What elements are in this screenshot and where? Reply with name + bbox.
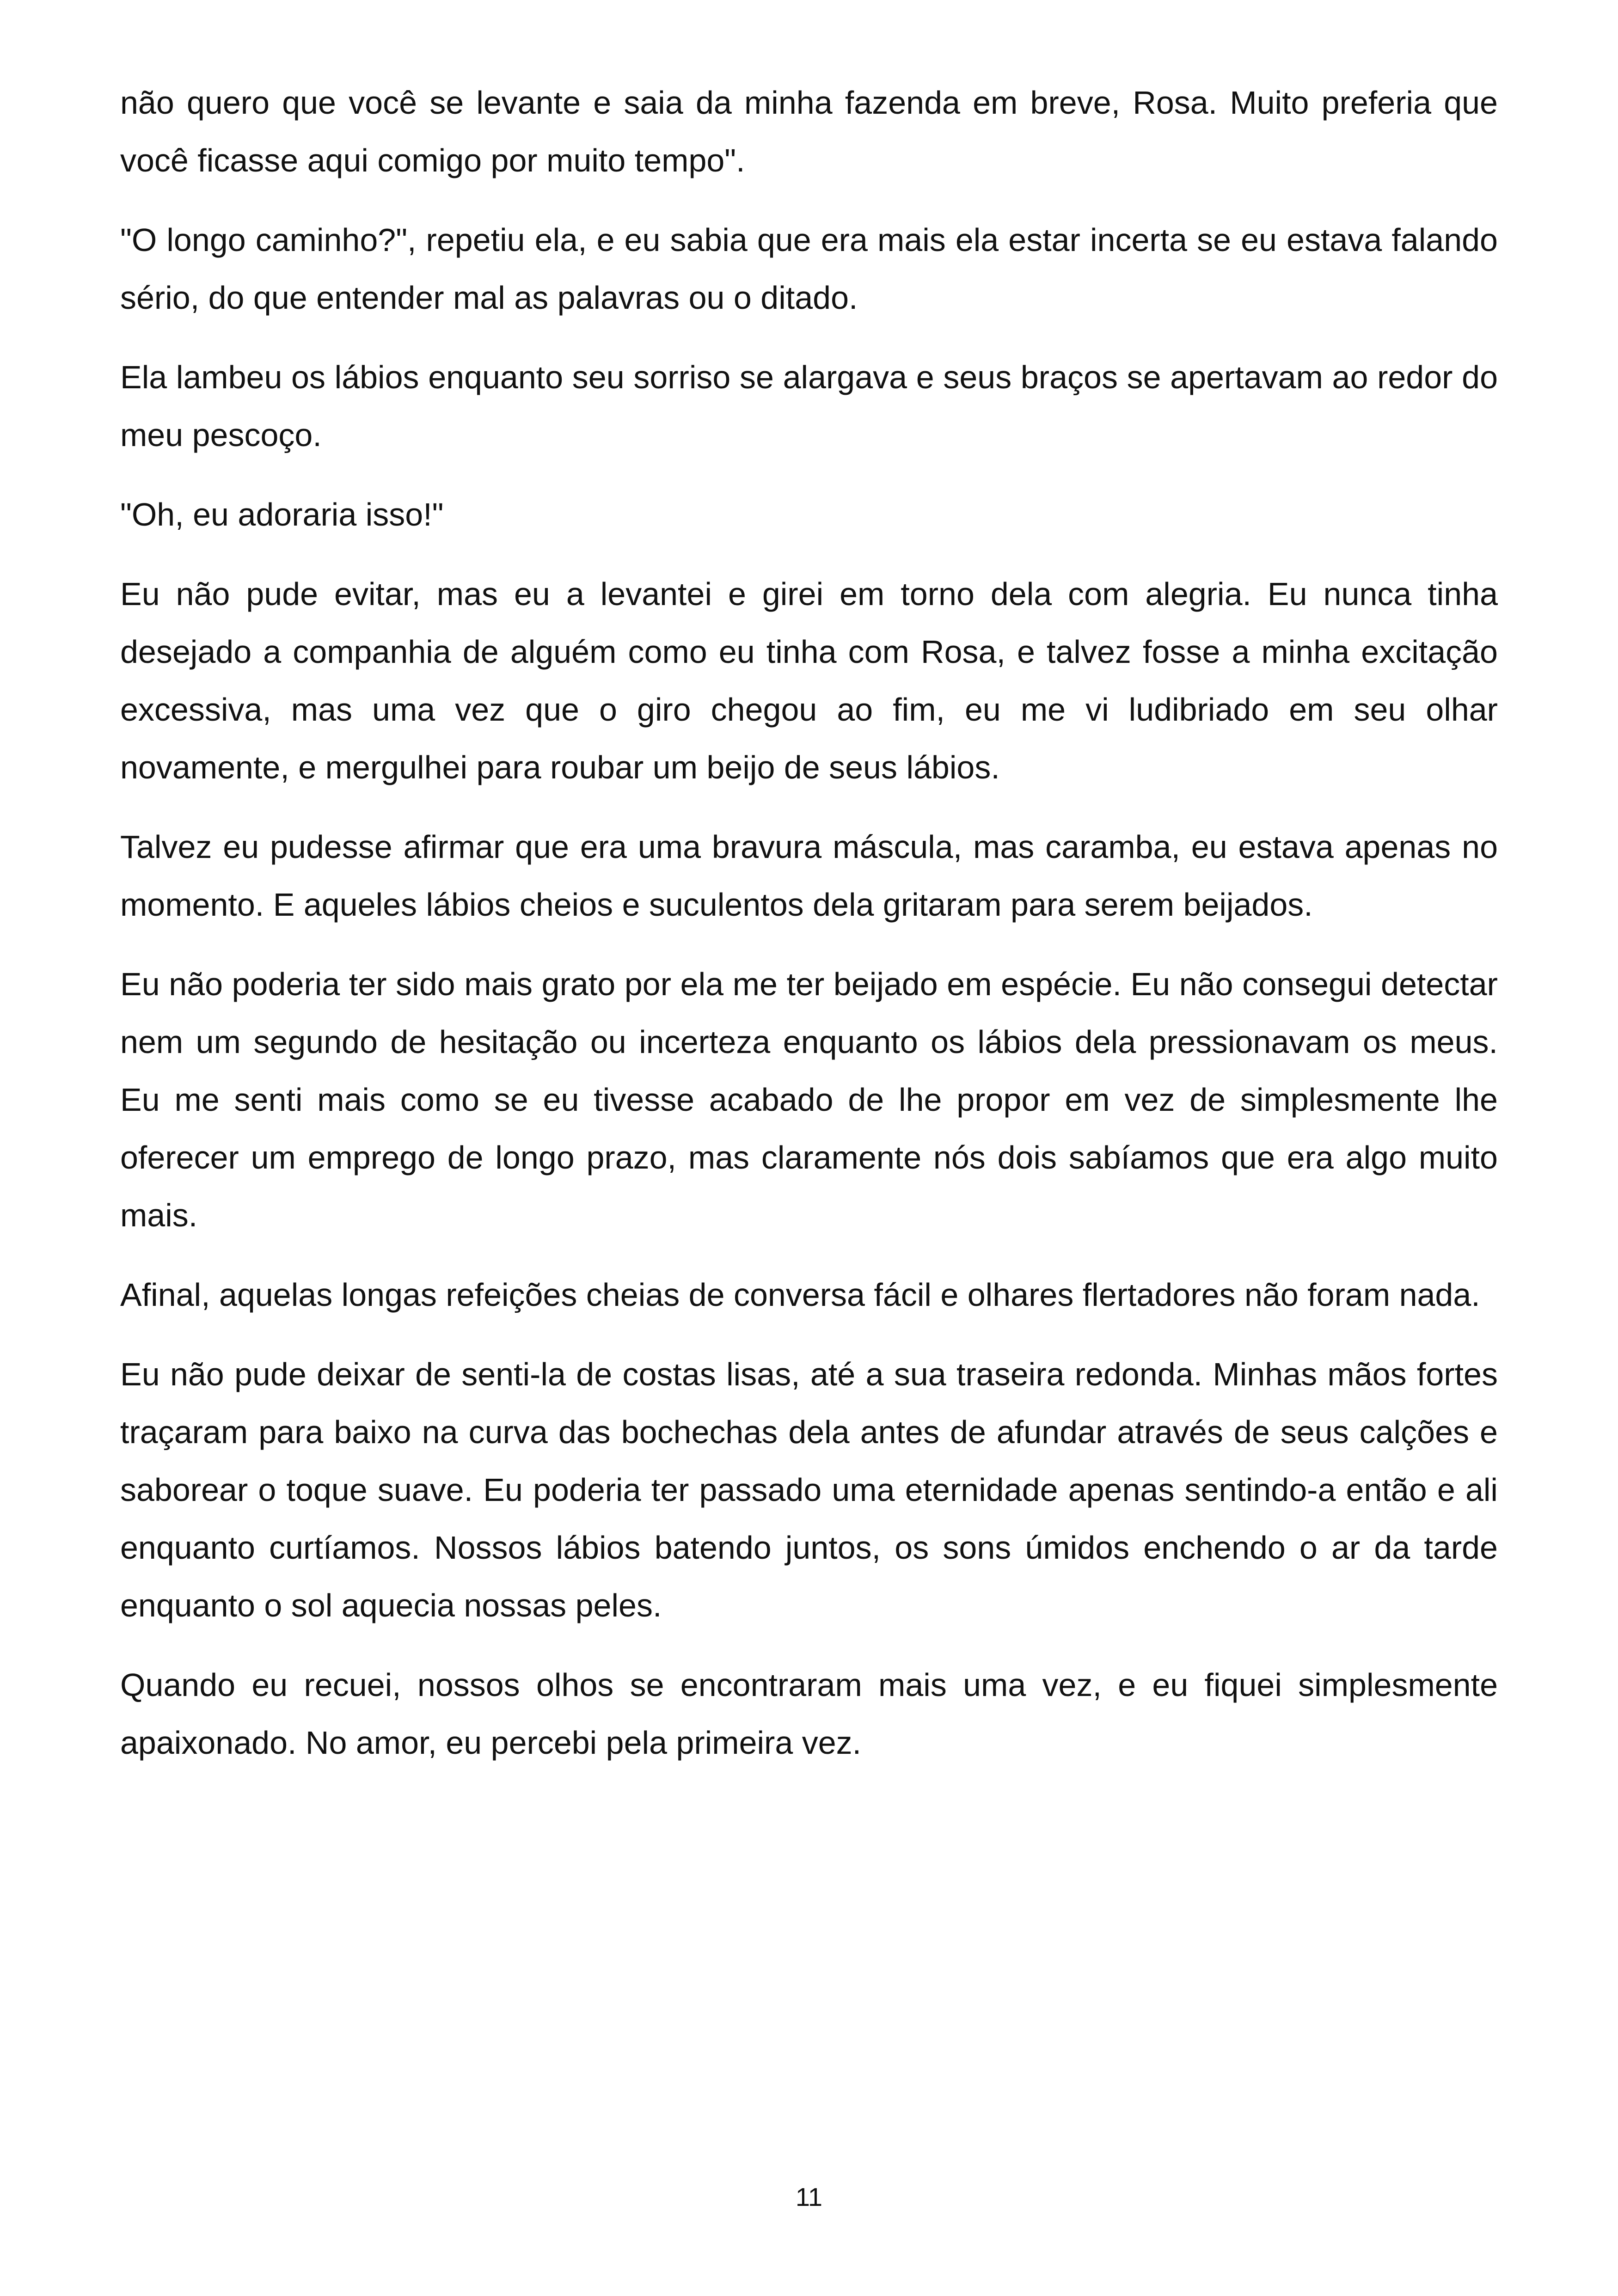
paragraph: "Oh, eu adoraria isso!"	[120, 496, 444, 533]
page-number: 11	[795, 2182, 823, 2211]
body-text	[120, 74, 1498, 1794]
paragraph: Eu não pude evitar, mas eu a levantei e girei em torno dela com alegria. Eu nunca tinha desejado a companhia de alguém como eu tinha com Rosa, e talvez fosse a minha excitação excessiva, mas uma vez que o giro chegou ao fim, eu me vi ludibriado em seu olhar novamente, e mergulhei para roubar um beijo de seus lábios.	[120, 576, 1498, 785]
paragraph: Afinal, aquelas longas refeições cheias de conversa fácil e olhares flertadores não foram nada.	[120, 1277, 1480, 1313]
paragraph: Eu não poderia ter sido mais grato por ela me ter beijado em espécie. Eu não consegui detectar nem um segundo de hesitação ou incerteza enquanto os lábios dela pressionavam os meus. Eu me senti mais como se eu tivesse acabado de lhe propor em vez de simplesmente lhe oferecer um emprego de longo prazo, mas claramente nós dois sabíamos que era algo muito mais.	[120, 966, 1498, 1233]
paragraph: "O longo caminho?", repetiu ela, e eu sabia que era mais ela estar incerta se eu estava falando sério, do que entender mal as palavras ou o ditado.	[120, 222, 1498, 316]
paragraph: Ela lambeu os lábios enquanto seu sorriso se alargava e seus braços se apertavam ao redor do meu pescoço.	[120, 359, 1498, 453]
paragraph: não quero que você se levante e saia da minha fazenda em breve, Rosa. Muito preferia que você ficasse aqui comigo por muito tempo".	[120, 85, 1498, 178]
paragraph: Quando eu recuei, nossos olhos se encontraram mais uma vez, e eu fiquei simplesmente apaixonado. No amor, eu percebi pela primeira vez.	[120, 1667, 1498, 1761]
paragraph: Eu não pude deixar de senti-la de costas lisas, até a sua traseira redonda. Minhas mãos fortes traçaram para baixo na curva das bochechas dela antes de afundar através de seus calções e saborear o toque suave. Eu poderia ter passado uma eternidade apenas sentindo-a então e ali enquanto curtíamos. Nossos lábios batendo juntos, os sons úmidos enchendo o ar da tarde enquanto o sol aquecia nossas peles.	[120, 1356, 1498, 1623]
paragraph: Talvez eu pudesse afirmar que era uma bravura máscula, mas caramba, eu estava apenas no momento. E aqueles lábios cheios e suculentos dela gritaram para serem beijados.	[120, 829, 1498, 923]
